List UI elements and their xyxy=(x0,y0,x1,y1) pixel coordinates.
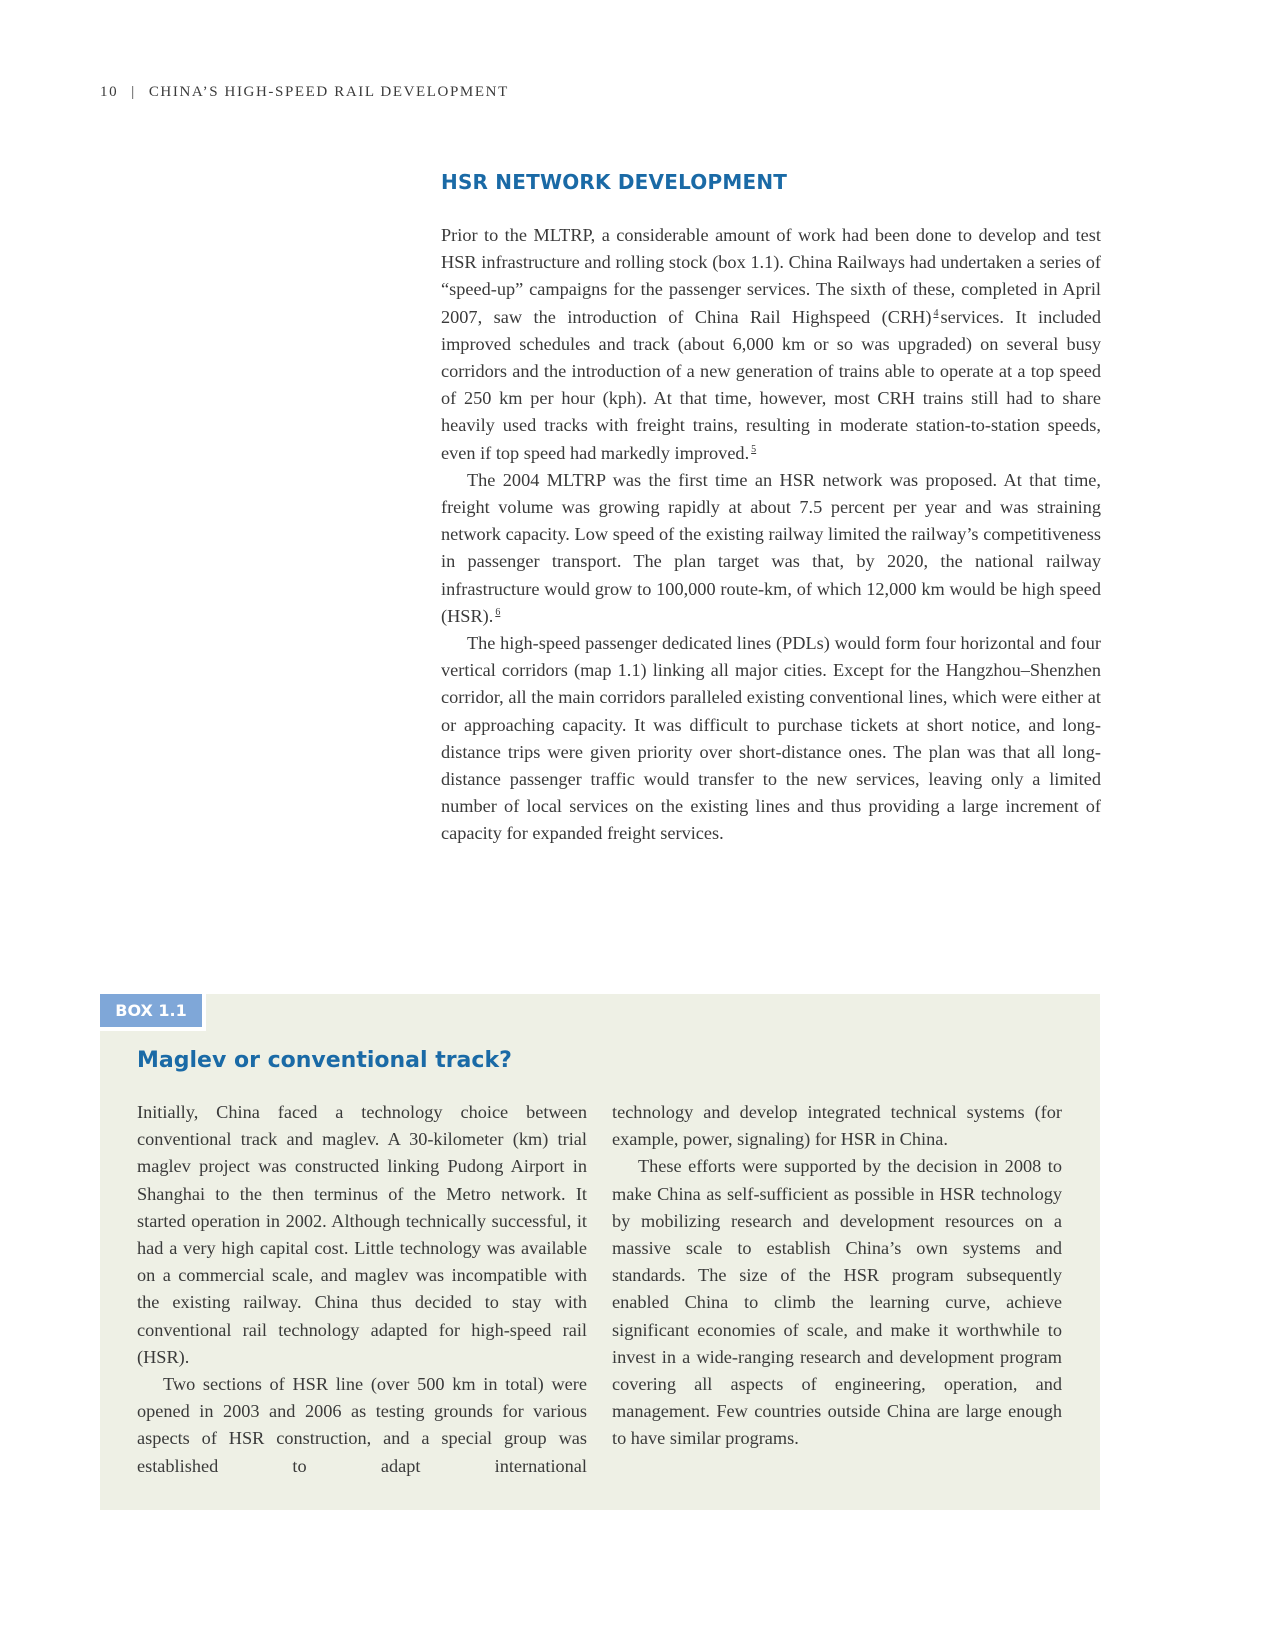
section-title: HSR NETWORK DEVELOPMENT xyxy=(441,170,788,194)
box-column-right xyxy=(612,1099,1062,1453)
paragraph-1 xyxy=(441,222,1101,467)
box-title: Maglev or conventional track? xyxy=(137,1048,512,1073)
running-title: CHINA’S HIGH-SPEED RAIL DEVELOPMENT xyxy=(148,84,509,100)
footnote-ref-6[interactable]: 6 xyxy=(495,606,501,618)
box-label: BOX 1.1 xyxy=(100,994,206,1031)
box-right-paragraph-2: These efforts were supported by the decision in 2008 to make China as self-sufficient as possible in HSR technology by mobilizing research and development resources on a massive scale to establish China’s own systems and standards. The size of the HSR program subsequently enabled China to climb the learning curve, achieve significant economies of scale, and make it worthwhile to invest in a wide-ranging research and development program covering all aspects of engineering, operation, and management. Few countries outside China are large enough to have similar programs. xyxy=(612,1156,1062,1449)
box-1-1 xyxy=(100,994,1100,1510)
paragraph-1-text-a: Prior to the MLTRP, a considerable amount of work had been done to develop and test HSR infrastructure and rolling stock (box 1.1). China Railways had undertaken a series of “speed-up” campaigns for the passenger services. The sixth of these, completed in April 2007, saw the introduction of China Rail Highspeed (CRH) xyxy=(441,225,1101,327)
header-separator: | xyxy=(131,84,136,100)
paragraph-2 xyxy=(441,467,1101,630)
paragraph-1-text-b: services. It included improved schedules and track (about 6,000 km or so was upgraded) on several busy corridors and the introduction of a new generation of trains able to operate at a top speed of 250 km per hour (kph). At that time, however, most CRH trains still had to share heavily used tracks with freight trains, resulting in moderate station-to-station speeds, even if top speed had markedly improved. xyxy=(441,306,1101,463)
paragraph-3: The high-speed passenger dedicated lines (PDLs) would form four horizontal and four vertical corridors (map 1.1) linking all major cities. Except for the Hangzhou–Shenzhen corridor, all the main corridors paralleled existing conventional lines, which were either at or approaching capacity. It was difficult to purchase tickets at short notice, and long-distance trips were given priority over short-distance ones. The plan was that all long-distance passenger traffic would transfer to the new services, leaving only a limited number of local services on the existing lines and thus providing a large increment of capacity for expanded freight services. xyxy=(441,633,1101,844)
box-left-paragraph-1: Initially, China faced a technology choice between conventional track and maglev. A 30-kilometer (km) trial maglev project was constructed linking Pudong Airport in Shanghai to the then terminus of the Metro network. It started operation in 2002. Although technically successful, it had a very high capital cost. Little technology was available on a commercial scale, and maglev was incompatible with the existing railway. China thus decided to stay with conventional rail technology adapted for high-speed rail (HSR). xyxy=(137,1102,587,1367)
box-column-left xyxy=(137,1099,587,1480)
footnote-ref-5[interactable]: 5 xyxy=(751,443,757,455)
footnote-ref-4[interactable]: 4 xyxy=(933,307,939,319)
running-header xyxy=(100,84,509,101)
box-left-paragraph-2: Two sections of HSR line (over 500 km in total) were opened in 2003 and 2006 as testing grounds for various aspects of HSR construction, and a special group was established to adapt international xyxy=(137,1374,587,1476)
box-right-paragraph-1: technology and develop integrated technical systems (for example, power, signaling) for HSR in China. xyxy=(612,1102,1062,1150)
paragraph-2-text: The 2004 MLTRP was the first time an HSR network was proposed. At that time, freight volume was growing rapidly at about 7.5 percent per year and was straining network capacity. Low speed of the existing railway limited the railway’s competitiveness in passenger transport. The plan target was that, by 2020, the national railway infrastructure would grow to 100,000 route-km, of which 12,000 km would be high speed (HSR). xyxy=(441,469,1101,626)
main-section xyxy=(441,170,1101,848)
page-number: 10 xyxy=(100,84,119,100)
section-body xyxy=(441,222,1101,848)
